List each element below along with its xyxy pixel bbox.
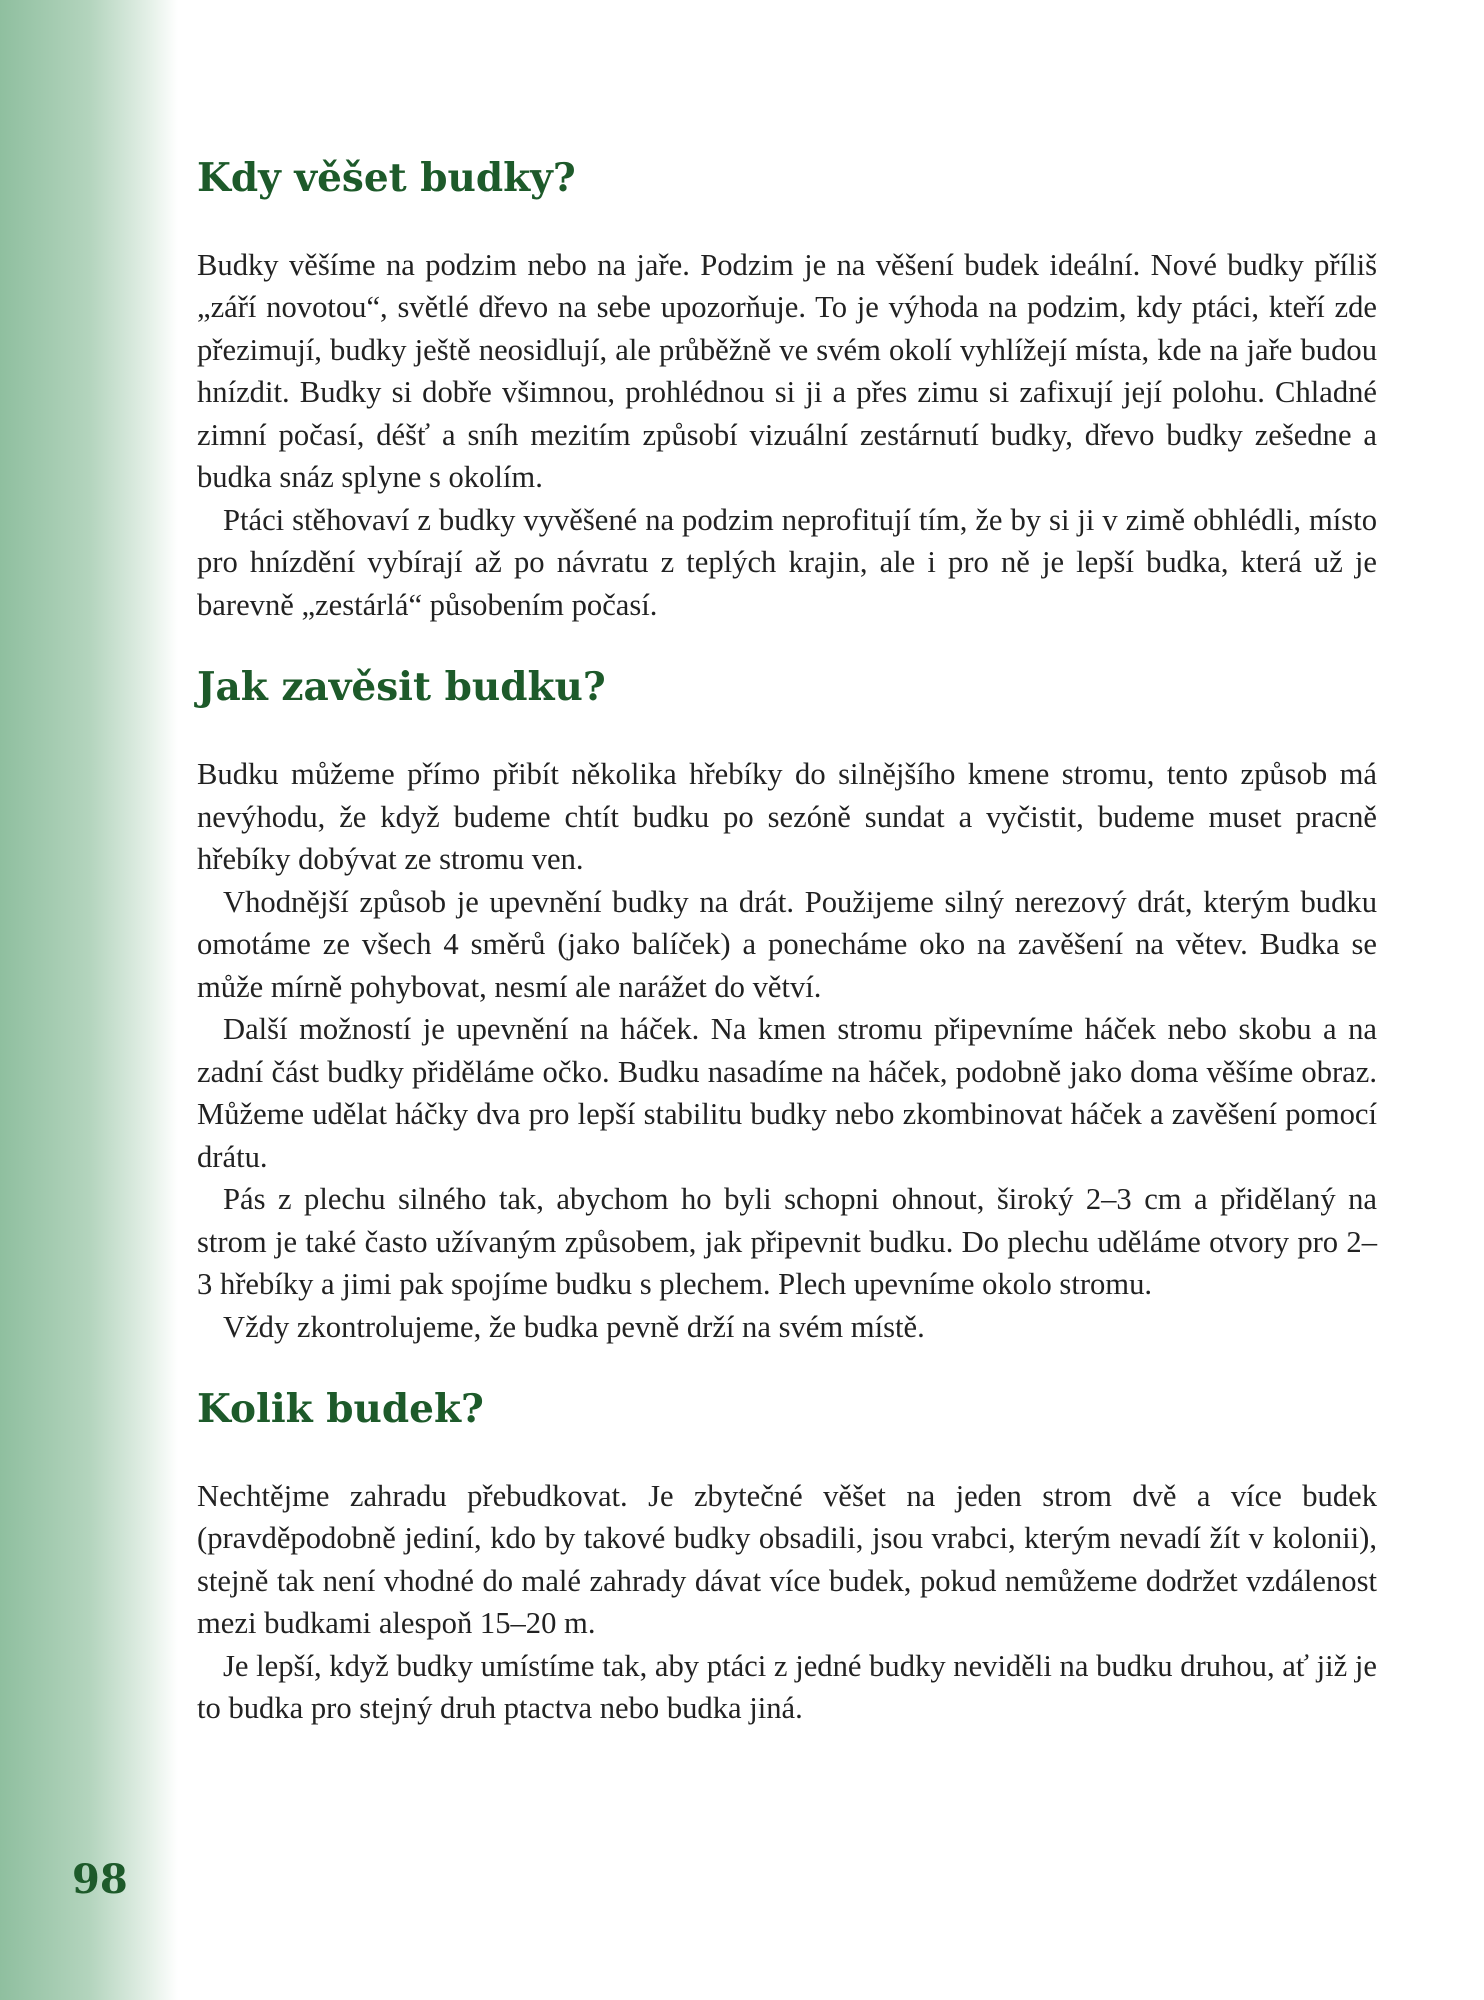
paragraph: Je lepší, když budky umístíme tak, aby ptáci z jedné budky neviděli na budku druhou, ať již je to budka pro stejný druh ptactva nebo budka jiná. bbox=[197, 1648, 1377, 1726]
section-kdy-veset bbox=[197, 155, 1377, 626]
paragraph: Další možností je upevnění na háček. Na kmen stromu připevníme háček nebo skobu a na zadní část budky přiděláme očko. Budku nasadíme na háček, podobně jako doma věšíme obraz. Můžeme udělat háčky dva pro lepší stabilitu budky nebo zkombinovat háček a zavěšení pomocí drátu. bbox=[197, 1012, 1377, 1174]
paragraph: Pás z plechu silného tak, abychom ho byli schopni ohnout, široký 2–3 cm a přidělaný na strom je také často užívaným způsobem, jak připevnit budku. Do plechu uděláme otvory pro 2–3 hřebíky a jimi pak spojíme budku s plechem. Plech upevníme okolo stromu. bbox=[197, 1182, 1377, 1302]
page-margin-band bbox=[0, 0, 178, 2000]
paragraph: Budky věšíme na podzim nebo na jaře. Podzim je na věšení budek ideální. Nové budky příliš „září novotou“, světlé dřevo na sebe upozorňuje. To je výhoda na podzim, kdy ptáci, kteří zde přezimují, budky ještě neosidlují, ale průběžně ve svém okolí vyhlížejí místa, kde na jaře budou hnízdit. Budky si dobře všimnou, prohlédnou si ji a přes zimu si zafixují její polohu. Chladné zimní počasí, déšť a sníh mezitím způsobí vizuální zestárnutí budky, dřevo budky zešedne a budka snáz splyne s okolím. bbox=[197, 247, 1377, 495]
paragraph: Vždy zkontrolujeme, že budka pevně drží na svém místě. bbox=[223, 1309, 925, 1344]
page-content bbox=[197, 155, 1377, 1768]
paragraph: Nechtějme zahradu přebudkovat. Je zbytečné věšet na jeden strom dvě a více budek (pravděpodobně jediní, kdo by takové budky obsadili, jsou vrabci, kterým nevadí žít v kolonii), stejně tak není vhodné do malé zahrady dávat více budek, pokud nemůžeme dodržet vzdálenost mezi budkami alespoň 15–20 m. bbox=[197, 1478, 1377, 1641]
section-kolik-budek bbox=[197, 1386, 1377, 1730]
page-number: 98 bbox=[72, 1856, 128, 1903]
section-heading: Kdy věšet budky? bbox=[197, 155, 576, 201]
section-jak-zavesit bbox=[197, 664, 1377, 1348]
paragraph: Ptáci stěhovaví z budky vyvěšené na podzim neprofitují tím, že by si ji v zimě obhlédli, místo pro hnízdění vybírají až po návratu z teplých krajin, ale i pro ně je lepší budka, která už je barevně „zestárlá“ působením počasí. bbox=[197, 502, 1377, 622]
section-heading: Kolik budek? bbox=[197, 1386, 484, 1433]
section-heading: Jak zavěsit budku? bbox=[197, 664, 606, 711]
paragraph: Budku můžeme přímo přibít několika hřebíky do silnějšího kmene stromu, tento způsob má nevýhodu, že když budeme chtít budku po sezóně sundat a vyčistit, budeme muset pracně hřebíky dobývat ze stromu ven. bbox=[197, 757, 1377, 877]
paragraph: Vhodnější způsob je upevnění budky na drát. Použijeme silný nerezový drát, kterým budku omotáme ze všech 4 směrů (jako balíček) a ponecháme oko na zavěšení na větev. Budka se může mírně pohybovat, nesmí ale narážet do větví. bbox=[197, 884, 1377, 1004]
